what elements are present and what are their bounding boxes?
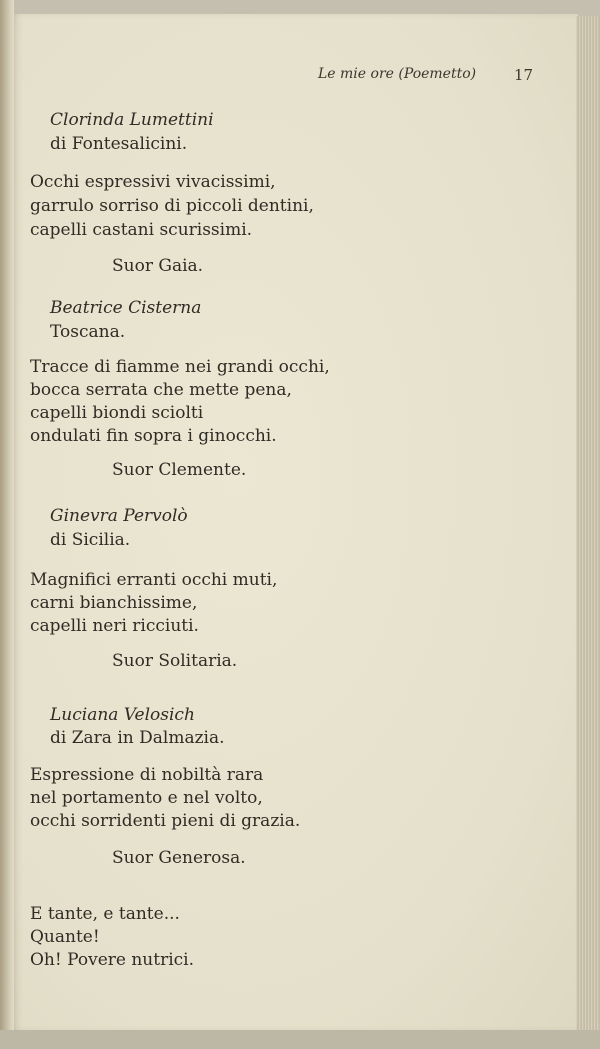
entry-origin: di Fontesalicini. (50, 134, 188, 154)
verse-line: Espressione di nobiltà rara (30, 765, 264, 785)
entry-origin: di Zara in Dalmazia. (50, 728, 225, 748)
verse-line: capelli biondi sciolti (30, 403, 204, 423)
entry-name: Beatrice Cisterna (50, 298, 202, 318)
verse-line: Tracce di fiamme nei grandi occhi, (30, 357, 330, 377)
entry-origin: di Sicilia. (50, 530, 131, 550)
verse-line: garrulo sorriso di piccoli dentini, (30, 196, 314, 216)
verse-line: Magnifici erranti occhi muti, (30, 570, 278, 590)
page-stack-edge (576, 16, 600, 1036)
closing-line: E tante, e tante... (30, 904, 180, 924)
entry-origin: Toscana. (50, 322, 126, 342)
closing-line: Oh! Povere nutrici. (30, 950, 195, 970)
closing-line: Quante! (30, 927, 100, 947)
verse-line: capelli castani scurissimi. (30, 220, 253, 240)
verse-line: ondulati fin sopra i ginocchi. (30, 426, 277, 446)
sister-name: Suor Solitaria. (112, 651, 238, 671)
running-title: Le mie ore (Poemetto) (318, 66, 477, 82)
verse-line: Occhi espressivi vivacissimi, (30, 172, 276, 192)
entry-name: Ginevra Pervolò (50, 506, 188, 526)
entry-name: Luciana Velosich (50, 705, 195, 725)
page-number: 17 (514, 66, 534, 84)
verse-line: carni bianchissime, (30, 593, 198, 613)
verse-line: nel portamento e nel volto, (30, 788, 263, 808)
sister-name: Suor Gaia. (112, 256, 204, 276)
verse-line: capelli neri ricciuti. (30, 616, 199, 636)
entry-name: Clorinda Lumettini (50, 110, 214, 130)
bottom-shadow (0, 1030, 600, 1049)
sister-name: Suor Clemente. (112, 460, 247, 480)
verse-line: bocca serrata che mette pena, (30, 380, 292, 400)
verse-line: occhi sorridenti pieni di grazia. (30, 811, 301, 831)
sister-name: Suor Generosa. (112, 848, 246, 868)
facing-page-edge (0, 0, 14, 1049)
